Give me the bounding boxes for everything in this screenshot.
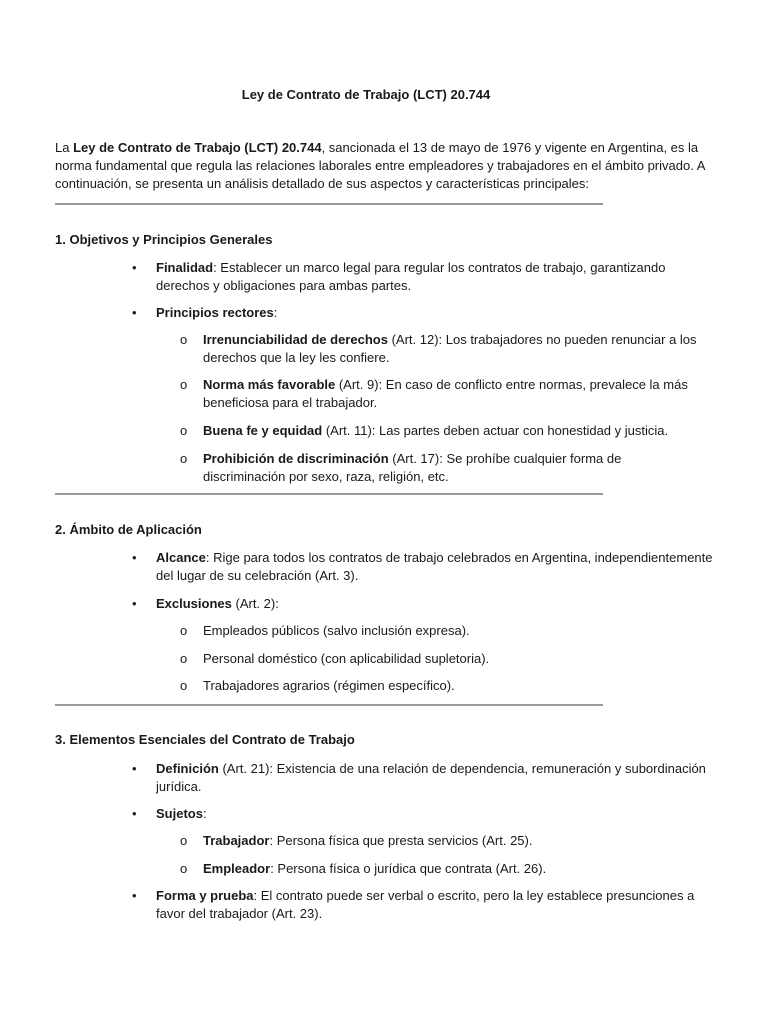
list-item-sujetos <box>132 805 716 823</box>
term-definicion: Definición <box>156 761 219 776</box>
sublist-item-trabajadores-agrarios <box>180 677 703 695</box>
term-trabajador: Trabajador <box>203 833 270 848</box>
text-alcance: : Rige para todos los contratos de trabajo celebrados en Argentina, independientemente del lugar de su celebración (Art. 3). <box>156 550 713 583</box>
intro-law-name: Ley de Contrato de Trabajo (LCT) 20.744 <box>73 140 322 155</box>
bullet-icon: • <box>132 761 137 776</box>
sub-bullet-icon: o <box>180 623 188 638</box>
text-definicion: (Art. 21): Existencia de una relación de dependencia, remuneración y subordinación jurídica. <box>156 761 706 794</box>
text-irrenunciabilidad: (Art. 12): Los trabajadores no pueden renunciar a los derechos que la ley les confiere. <box>203 332 697 365</box>
sublist-item-buena-fe <box>180 422 703 440</box>
divider <box>55 704 603 706</box>
intro-text-start: La <box>55 140 74 155</box>
sub-bullet-icon: o <box>180 451 188 466</box>
term-buena-fe: Buena fe y equidad <box>203 423 323 438</box>
divider <box>55 493 603 495</box>
document-title: Ley de Contrato de Trabajo (LCT) 20.744 <box>241 87 491 102</box>
section-1-heading: 1. Objetivos y Principios Generales <box>55 232 273 247</box>
sublist-item-norma-favorable <box>180 376 703 412</box>
sub-bullet-icon: o <box>180 861 188 876</box>
term-empleador: Empleador <box>203 861 271 876</box>
intro-paragraph <box>55 139 715 193</box>
text-sujetos: : <box>202 806 207 821</box>
term-exclusiones: Exclusiones <box>156 596 232 611</box>
sublist-item-personal-domestico <box>180 650 703 668</box>
list-item-exclusiones <box>132 595 716 613</box>
text-empleados-publicos: Empleados públicos (salvo inclusión expresa). <box>203 623 470 638</box>
term-irrenunciabilidad: Irrenunciabilidad de derechos <box>203 332 388 347</box>
bullet-icon: • <box>132 596 137 611</box>
text-finalidad: : Establecer un marco legal para regular los contratos de trabajo, garantizando derechos y obligaciones para ambas partes. <box>156 260 666 293</box>
list-item-alcance <box>132 549 716 585</box>
divider <box>55 203 603 205</box>
text-forma-prueba: : El contrato puede ser verbal o escrito, pero la ley establece presunciones a favor del trabajador (Art. 23). <box>156 888 695 921</box>
sublist-item-irrenunciabilidad <box>180 331 703 367</box>
text-buena-fe: (Art. 11): Las partes deben actuar con honestidad y justicia. <box>322 423 669 438</box>
text-trabajador: : Persona física que presta servicios (Art. 25). <box>269 833 533 848</box>
sublist-item-discriminacion <box>180 450 703 486</box>
sub-bullet-icon: o <box>180 423 188 438</box>
term-forma-prueba: Forma y prueba <box>156 888 254 903</box>
bullet-icon: • <box>132 260 137 275</box>
list-item-finalidad <box>132 259 716 295</box>
bullet-icon: • <box>132 305 137 320</box>
sublist-item-trabajador <box>180 832 703 850</box>
sublist-item-empleador <box>180 860 703 878</box>
text-exclusiones: (Art. 2): <box>231 596 279 611</box>
sub-bullet-icon: o <box>180 678 188 693</box>
text-personal-domestico: Personal doméstico (con aplicabilidad supletoria). <box>203 651 490 666</box>
text-norma-favorable: (Art. 9): En caso de conflicto entre normas, prevalece la más beneficiosa para el trabajador. <box>203 377 688 410</box>
sub-bullet-icon: o <box>180 377 188 392</box>
intro-text-rest: , sancionada el 13 de mayo de 1976 y vigente en Argentina, es la norma fundamental que regula las relaciones laborales entre empleadores y trabajadores en el ámbito privado. A continuación, se presenta un análisis detallado de sus aspectos y características principales: <box>55 140 705 191</box>
sublist-item-empleados-publicos <box>180 622 703 640</box>
term-sujetos: Sujetos <box>156 806 203 821</box>
text-principios: : <box>273 305 278 320</box>
term-discriminacion: Prohibición de discriminación <box>203 451 389 466</box>
term-finalidad: Finalidad <box>156 260 214 275</box>
sub-bullet-icon: o <box>180 651 188 666</box>
text-empleador: : Persona física o jurídica que contrata (Art. 26). <box>270 861 547 876</box>
text-discriminacion: (Art. 17): Se prohíbe cualquier forma de discriminación por sexo, raza, religión, etc. <box>203 451 622 484</box>
list-item-principios <box>132 304 716 322</box>
text-trabajadores-agrarios: Trabajadores agrarios (régimen específico). <box>203 678 455 693</box>
section-2-heading: 2. Ámbito de Aplicación <box>55 522 202 537</box>
list-item-definicion <box>132 760 716 796</box>
sub-bullet-icon: o <box>180 332 188 347</box>
term-norma-favorable: Norma más favorable <box>203 377 336 392</box>
bullet-icon: • <box>132 888 137 903</box>
bullet-icon: • <box>132 806 137 821</box>
sub-bullet-icon: o <box>180 833 188 848</box>
bullet-icon: • <box>132 550 137 565</box>
term-alcance: Alcance <box>156 550 206 565</box>
term-principios: Principios rectores <box>156 305 274 320</box>
section-3-heading: 3. Elementos Esenciales del Contrato de Trabajo <box>55 732 355 747</box>
list-item-forma-prueba <box>132 887 716 923</box>
